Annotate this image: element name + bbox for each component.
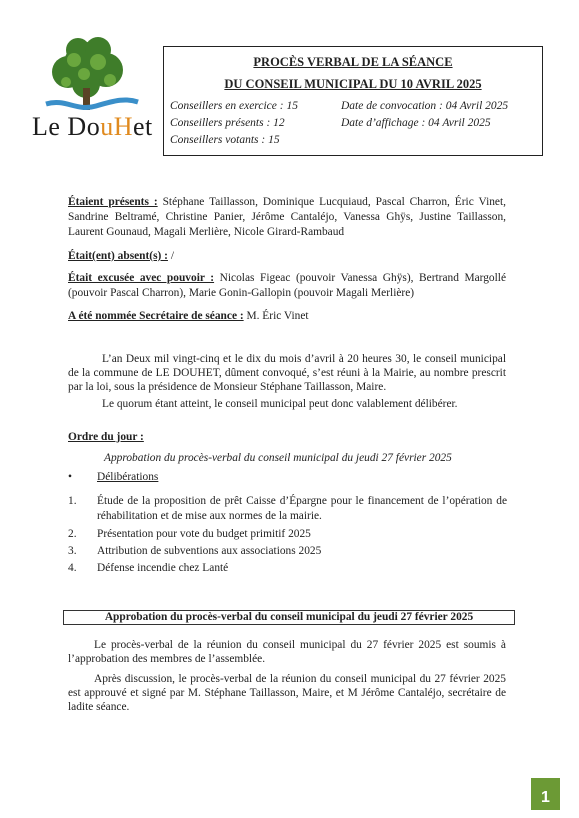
- presents-paragraph: Étaient présents : Stéphane Taillasson, Dominique Lucquiaud, Pascal Charron, Éric Vinet, Sandrine Beltramé, Christine Panier, Jérôme Cantaléjo, Vanessa Ghÿs, Justine Taillasson, Laurent Gounaud, Magali Merlière, Nicole Girard-Rambaud: [68, 196, 506, 238]
- date-convocation: Date de convocation : 04 Avril 2025: [341, 100, 509, 112]
- document-title-line2: DU CONSEIL MUNICIPAL DU 10 AVRIL 2025: [224, 77, 482, 91]
- excuses-paragraph: Était excusée avec pouvoir : Nicolas Figeac (pouvoir Vanessa Ghÿs), Bertrand Margollé (pouvoir Pascal Charron), Marie Gonin-Gallopin (pouvoir Magali Merlière): [68, 272, 507, 299]
- list-item: Étude de la proposition de prêt Caisse d’Épargne pour le financement de l’opération de réhabilitation et de mise aux normes de la mairie.: [97, 495, 507, 522]
- ordre-approbation-item: Approbation du procès-verbal du conseil municipal du jeudi 27 février 2025: [104, 452, 452, 464]
- absents-paragraph: Était(ent) absent(s) : /: [68, 250, 174, 262]
- conseillers-exercice: Conseillers en exercice : 15: [170, 100, 298, 112]
- quorum-paragraph: Le quorum étant atteint, le conseil municipal peut donc valablement délibérer.: [102, 398, 458, 410]
- list-item-number: 2.: [68, 528, 77, 540]
- approbation-paragraph-2: Après discussion, le procès-verbal de la réunion du conseil municipal du 27 février 2025 est approuvé et signé par M. Stéphane Taillasson, Maire, et M Jérôme Cantaléjo, secrétaire de ladite séance.: [68, 673, 506, 713]
- conseillers-presents: Conseillers présents : 12: [170, 117, 285, 129]
- logo-wordmark: Le DouHet: [32, 112, 153, 141]
- bullet-icon: •: [68, 471, 72, 483]
- date-affichage: Date d’affichage : 04 Avril 2025: [341, 117, 491, 129]
- intro-paragraph: L’an Deux mil vingt-cinq et le dix du mois d’avril à 20 heures 30, le conseil municipal de la commune de LE DOUHET, dûment convoqué, s’est réuni à la Mairie, au nombre prescrit par la loi, sous la présidence de Monsieur Stéphane Taillasson, Maire.: [68, 353, 506, 393]
- list-item-number: 1.: [68, 495, 77, 507]
- page-number-badge: 1: [531, 778, 560, 810]
- approbation-paragraph-1: Le procès-verbal de la réunion du conseil municipal du 27 février 2025 est soumis à l’approbation des membres de l’assemblée.: [68, 639, 506, 665]
- list-item-number: 4.: [68, 562, 77, 574]
- list-item-number: 3.: [68, 545, 77, 557]
- deliberations-label: Délibérations: [97, 471, 159, 483]
- list-item: Attribution de subventions aux associations 2025: [97, 545, 322, 557]
- secretaire-paragraph: A été nommée Secrétaire de séance : M. Éric Vinet: [68, 310, 309, 322]
- conseillers-votants: Conseillers votants : 15: [170, 134, 280, 146]
- document-title-line1: PROCÈS VERBAL DE LA SÉANCE: [253, 55, 453, 69]
- header-box: [163, 46, 543, 156]
- ordre-du-jour-heading: Ordre du jour :: [68, 431, 144, 443]
- list-item: Présentation pour vote du budget primitif 2025: [97, 528, 311, 540]
- list-item: Défense incendie chez Lanté: [97, 562, 229, 574]
- section-heading-approbation: Approbation du procès-verbal du conseil municipal du jeudi 27 février 2025: [63, 610, 515, 625]
